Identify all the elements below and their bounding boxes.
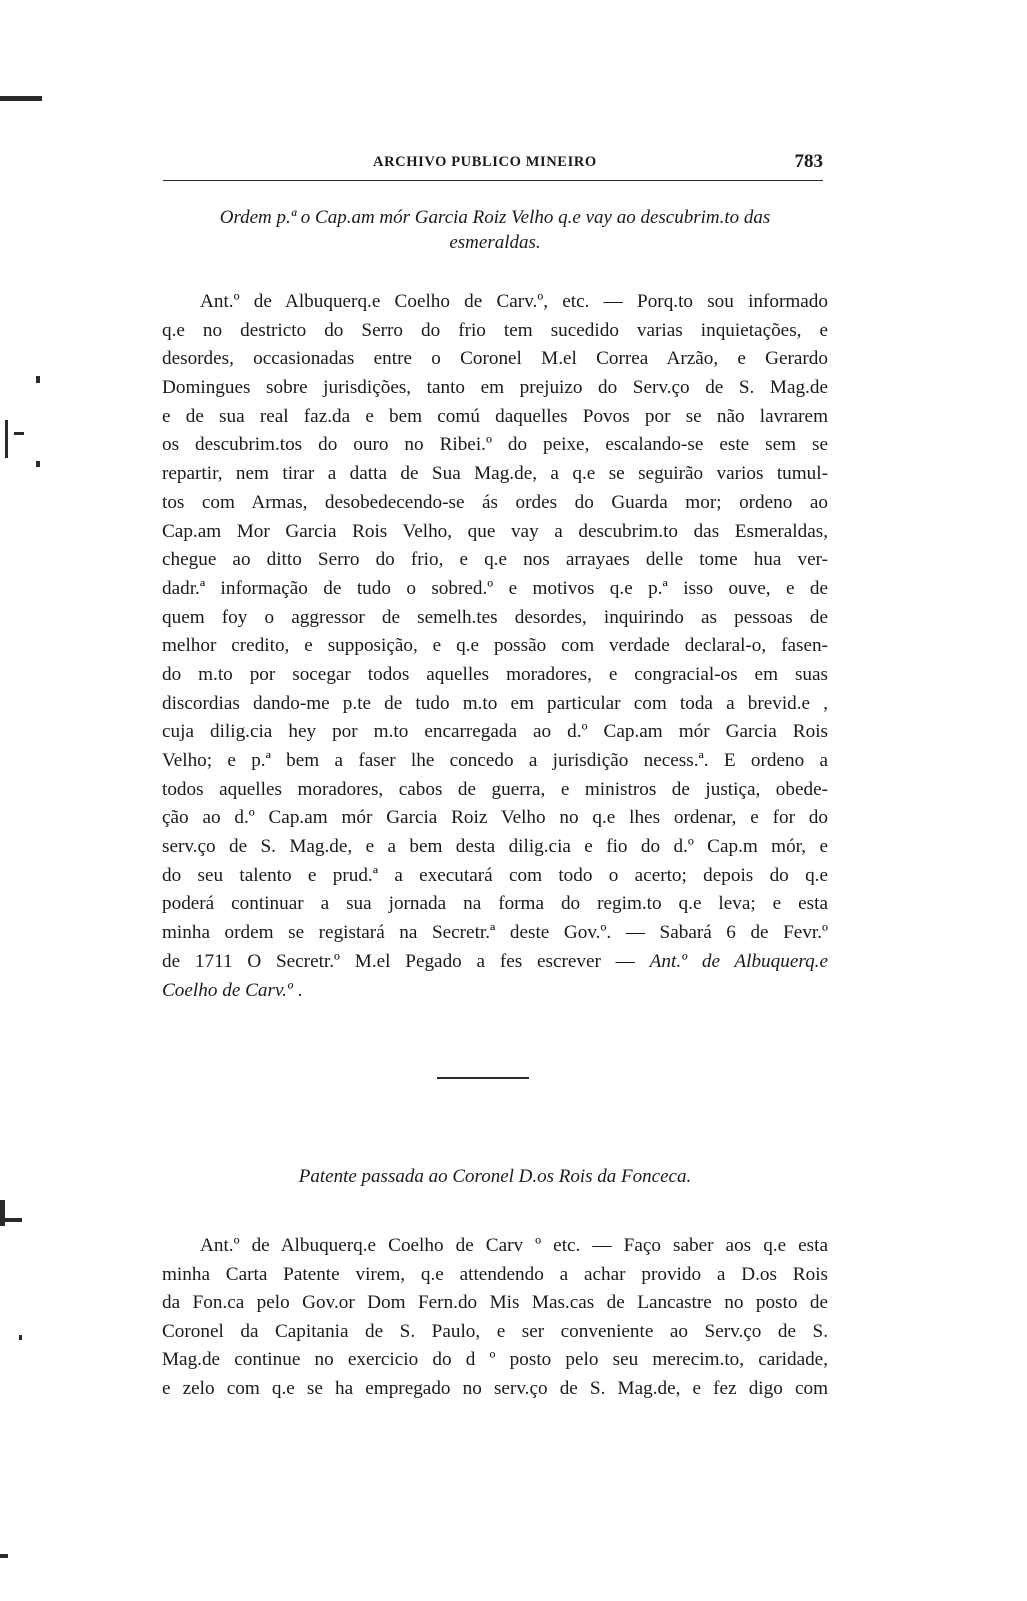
margin-mark bbox=[0, 1554, 8, 1558]
text-line: Coronel da Capitania de S. Paulo, e ser conveniente ao Serv.ço de S. bbox=[162, 1320, 828, 1342]
text-line: quem foy o aggressor de semelh.tes desordes, inquirindo as pessoas de bbox=[162, 606, 828, 628]
margin-mark bbox=[19, 1335, 22, 1340]
text-line: do seu talento e prud.ª a executará com todo o acerto; depois do q.e bbox=[162, 864, 828, 886]
document-heading bbox=[163, 205, 827, 255]
text-line: Cap.am Mor Garcia Rois Velho, que vay a descubrim.to das Esmeraldas, bbox=[162, 520, 828, 542]
heading-line: Patente passada ao Coronel D.os Rois da Fonceca. bbox=[298, 1166, 692, 1187]
text-line: de 1711 O Secretr.º M.el Pegado a fes escrever — bbox=[162, 950, 635, 972]
text-line: Mag.de continue no exercicio do d º posto pelo seu merecim.to, caridade, bbox=[162, 1349, 828, 1371]
document-body bbox=[162, 1232, 828, 1404]
text-line: Ant.º de Albuquerq.e Coelho de Carv º etc. — Faço saber aos q.e esta bbox=[200, 1235, 828, 1256]
margin-mark bbox=[36, 376, 40, 383]
text-line: poderá continuar a sua jornada na forma do regim.to q.e leva; e esta bbox=[162, 893, 828, 915]
text-line: repartir, nem tirar a datta de Sua Mag.de, a q.e se seguirão varios tumul- bbox=[162, 463, 828, 485]
margin-mark bbox=[0, 1200, 5, 1226]
text-line: e de sua real faz.da e bem comú daquelles Povos por se não lavrarem bbox=[162, 405, 828, 427]
section-separator bbox=[437, 1077, 529, 1079]
document-heading bbox=[163, 1164, 827, 1189]
text-line: q.e no destricto do Serro do frio tem sucedido varias inquietações, e bbox=[162, 319, 828, 341]
signature-line bbox=[162, 948, 828, 977]
text-line: e zelo com q.e se ha empregado no serv.ço de S. Mag.de, e fez digo com bbox=[162, 1377, 828, 1399]
text-line: Velho; e p.ª bem a faser lhe concedo a jurisdição necess.ª. E ordeno a bbox=[162, 750, 828, 771]
closing-period: . bbox=[297, 979, 303, 1001]
heading-line: Ordem p.ª o Cap.am mór Garcia Roiz Velho q.e vay ao descubrim.to das bbox=[219, 207, 771, 228]
text-line: serv.ço de S. Mag.de, e a bem desta dilig.cia e fio do d.º Cap.m mór, e bbox=[162, 836, 828, 858]
signature-line bbox=[162, 977, 828, 1006]
text-line: todos aquelles moradores, cabos de guerra, e ministros de justiça, obede- bbox=[162, 778, 828, 800]
heading-line: esmeraldas. bbox=[449, 232, 541, 253]
text-line: desordes, occasionadas entre o Coronel M.el Correa Arzão, e Gerardo bbox=[162, 348, 828, 370]
text-line: minha Carta Patente virem, q.e attendendo a achar provido a D.os Rois bbox=[162, 1263, 828, 1285]
text-line: minha ordem se registará na Secretr.ª deste Gov.º. — Sabará 6 de Fevr.º bbox=[162, 922, 828, 944]
signature-name: Coelho de Carv.º bbox=[162, 979, 293, 1001]
margin-mark bbox=[0, 96, 42, 101]
text-line: tos com Armas, desobedecendo-se ás ordes do Guarda mor; ordeno ao bbox=[162, 491, 828, 513]
text-line: os descubrim.tos do ouro no Ribei.º do peixe, escalando-se este sem se bbox=[162, 434, 828, 456]
text-line: Domingues sobre jurisdições, tanto em prejuizo do Serv.ço de S. Mag.de bbox=[162, 377, 828, 399]
text-line: ção ao d.º Cap.am mór Garcia Roiz Velho no q.e lhes ordenar, e for do bbox=[162, 807, 828, 829]
text-line: da Fon.ca pelo Gov.or Dom Fern.do Mis Mas.cas de Lancastre no posto de bbox=[162, 1292, 828, 1314]
text-line: discordias dando-me p.te de tudo m.to em particular com toda a brevid.e , bbox=[162, 692, 828, 714]
document-body bbox=[162, 288, 828, 1005]
margin-mark bbox=[36, 461, 40, 467]
header-rule bbox=[163, 180, 823, 181]
running-head bbox=[163, 151, 823, 180]
margin-mark bbox=[0, 1218, 22, 1222]
text-line: cuja dilig.cia hey por m.to encarregada ao d.º Cap.am mór Garcia Rois bbox=[162, 721, 828, 743]
margin-mark bbox=[5, 420, 8, 458]
signature-name: Ant.º de Albuquerq.e bbox=[649, 950, 828, 972]
page-number: 783 bbox=[794, 151, 823, 172]
text-line: melhor credito, e supposição, e q.e possão com verdade declaral-o, fasen- bbox=[162, 635, 828, 657]
text-line: chegue ao ditto Serro do frio, e q.e nos arrayaes delle tome hua ver- bbox=[162, 549, 828, 571]
text-line: do m.to por socegar todos aquelles moradores, e congracial-os em suas bbox=[162, 663, 828, 685]
text-line: Ant.º de Albuquerq.e Coelho de Carv.º, etc. — Porq.to sou informado bbox=[200, 291, 828, 312]
margin-mark bbox=[14, 432, 24, 435]
text-line: dadr.ª informação de tudo o sobred.º e motivos q.e p.ª isso ouve, e de bbox=[162, 577, 828, 599]
running-title: ARCHIVO PUBLICO MINEIRO bbox=[373, 154, 597, 170]
